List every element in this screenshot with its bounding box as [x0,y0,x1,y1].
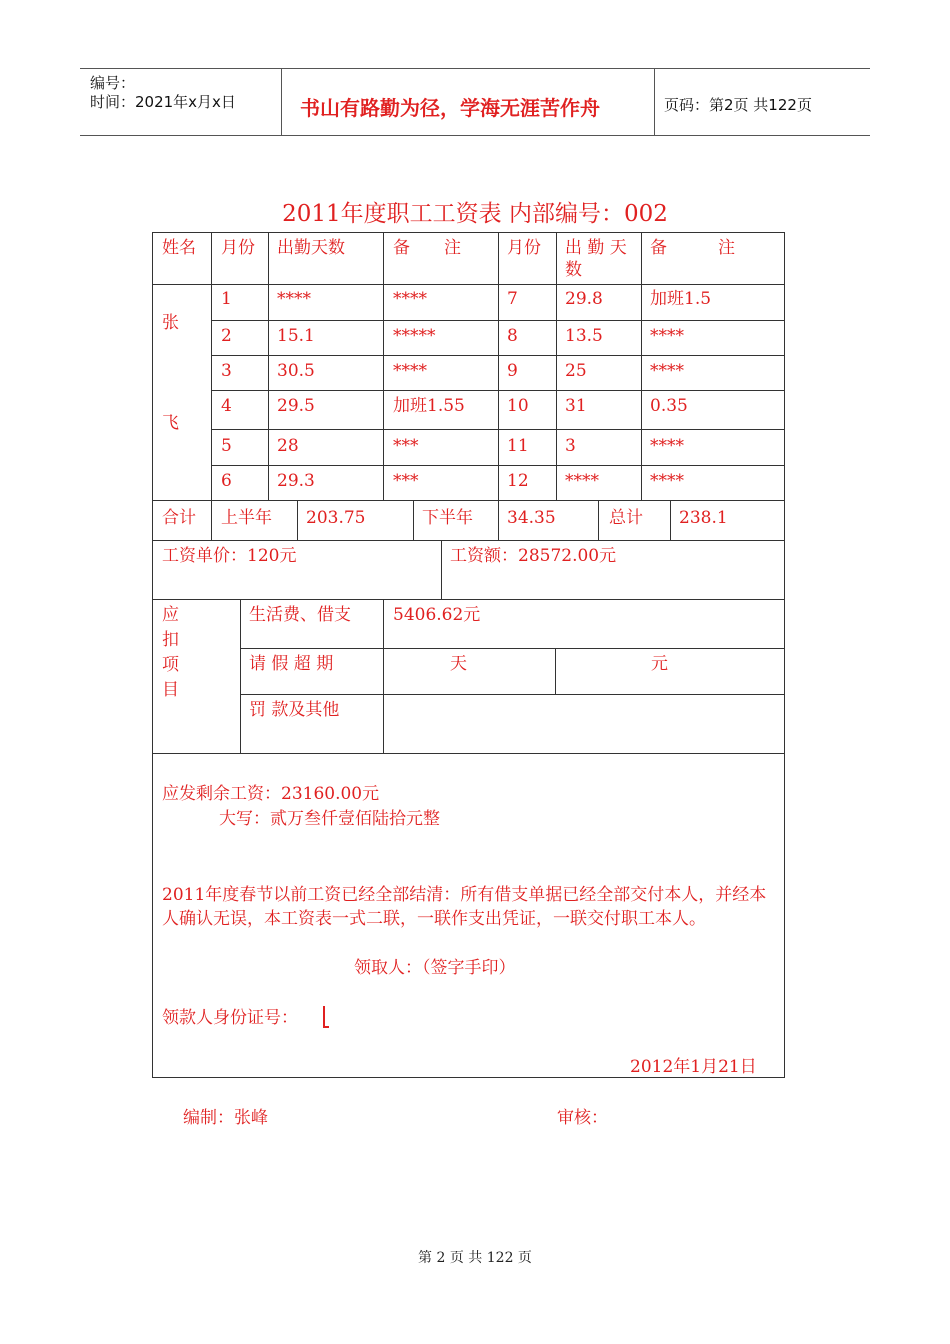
header-top-rule [80,68,870,69]
cell-days: **** [277,289,311,309]
employee-name-char-2: 飞 [162,413,179,433]
cell-days: 13.5 [565,326,603,346]
grand-total-value: 238.1 [679,508,728,528]
col-header-days-a: 出勤天数 [277,238,345,258]
prepared-by: 编制：张峰 [183,1108,268,1128]
employee-name-char-1: 张 [162,313,179,333]
cell-days: 28 [277,436,299,456]
cell-month: 3 [221,361,232,381]
page-footer: 第 2 页 共 122 页 [418,1250,532,1266]
rule-wage-split [441,540,442,600]
rule-col-note-a [498,232,499,500]
living-expense-value: 5406.62元 [393,605,481,625]
rule-deduct-bottom [152,753,785,754]
table-border-top [152,232,785,233]
header-page-label: 页码：第2页 共122页 [664,96,812,114]
cell-month: 2 [221,326,232,346]
cell-note: 加班1.5 [650,289,712,309]
id-number-label: 领款人身份证号： [162,1008,298,1028]
table-border-right [784,232,785,1078]
totals-label: 合计 [162,508,196,528]
cell-month: 11 [507,436,529,456]
remaining-wage: 应发剩余工资：23160.00元 [162,784,380,804]
rule-totals-bottom [152,540,785,541]
unit-price: 工资单价：120元 [162,546,297,566]
cell-days: 29.5 [277,396,315,416]
header-time-label: 时间：2021年x月x日 [90,93,236,111]
rule-totals-3 [413,500,414,540]
header-divider-right [654,68,655,136]
rule-deduct-item [383,599,384,753]
rule-col-days-b [641,232,642,500]
cell-note: **** [650,361,684,381]
col-header-month-a: 月份 [221,238,255,258]
cell-month: 10 [507,396,529,416]
header-motto: 书山有路勤为径，学海无涯苦作舟 [300,96,600,120]
receiver-signature-label: 领取人：（签字手印） [354,958,516,978]
deductions-label-char: 应 [162,605,179,625]
cell-note: 0.35 [650,396,688,416]
rule-wage-bottom [152,599,785,600]
cell-month: 6 [221,471,232,491]
header-number-label: 编号： [90,74,136,92]
cell-note: *** [393,471,419,491]
grand-total-label: 总计 [609,508,643,528]
reviewed-by: 审核： [557,1108,608,1128]
settlement-statement: 2011年度春节以前工资已经全部结清：所有借支单据已经全部交付本人，并经本人确认无误，本工资表一式二联，一联作支出凭证，一联交付职工本人。 [162,885,767,929]
cell-month: 12 [507,471,529,491]
fine-label: 罚 款及其他 [249,700,340,720]
rule-col-days-a [383,232,384,500]
rule-deduct-2 [240,694,785,695]
wage-amount: 工资额：28572.00元 [450,546,617,566]
col-header-note-b: 备 注 [650,238,735,258]
col-header-month-b: 月份 [507,238,541,258]
cell-month: 1 [221,289,232,309]
rule-totals-6 [670,500,671,540]
cell-month: 4 [221,396,232,416]
remaining-wage-capital: 大写：贰万叁仟壹佰陆拾元整 [219,809,440,829]
rule-col-month-a [268,232,269,500]
cell-note: **** [393,289,427,309]
rule-totals-1 [211,500,212,540]
rule-deduct-1 [240,648,785,649]
rule-deduct-label [240,599,241,753]
cell-month: 7 [507,289,518,309]
first-half-value: 203.75 [306,508,366,528]
table-border-left [152,232,153,1078]
rule-col-month-b [556,232,557,500]
cell-month: 8 [507,326,518,346]
cell-days: 29.3 [277,471,315,491]
text-cursor [323,1006,325,1028]
cell-note: **** [650,436,684,456]
leave-overtime-label: 请 假 超 期 [249,654,334,674]
rule-col-name [211,232,212,500]
cell-month: 9 [507,361,518,381]
header-bottom-rule [80,135,870,136]
header-divider-left [281,68,282,136]
rule-header-bottom [152,284,785,285]
cell-days: 15.1 [277,326,315,346]
leave-days-unit: 天 [450,654,467,674]
living-expense-label: 生活费、借支 [249,605,351,625]
cell-days: 3 [565,436,576,456]
cell-note: **** [393,361,427,381]
rule-totals-4 [498,500,499,540]
col-header-name: 姓名 [162,238,196,258]
deductions-label-char: 目 [162,680,179,700]
rule-monthly-bottom [152,500,785,501]
cell-note: ***** [393,326,436,346]
rule-totals-5 [598,500,599,540]
second-half-value: 34.35 [507,508,556,528]
rule-deduct-leave-split [555,648,556,694]
cell-note: **** [650,326,684,346]
deductions-label-char: 扣 [162,630,179,650]
leave-yuan-unit: 元 [651,654,668,674]
rule-totals-2 [297,500,298,540]
col-header-days-b: 出 勤 天 数 [565,238,627,280]
cell-month: 5 [221,436,232,456]
cell-note: **** [650,471,684,491]
cell-days: 29.8 [565,289,603,309]
col-header-note-a: 备 注 [393,238,461,258]
cell-days: 30.5 [277,361,315,381]
document-date: 2012年1月21日 [630,1057,757,1077]
first-half-label: 上半年 [221,508,272,528]
cell-note: *** [393,436,419,456]
cell-days: 25 [565,361,587,381]
document-title: 2011年度职工工资表 内部编号：002 [282,201,668,227]
deductions-label-char: 项 [162,655,179,675]
cell-days: **** [565,471,599,491]
cell-days: 31 [565,396,587,416]
second-half-label: 下半年 [422,508,473,528]
text-cursor-foot [323,1026,329,1028]
cell-note: 加班1.55 [393,396,465,416]
